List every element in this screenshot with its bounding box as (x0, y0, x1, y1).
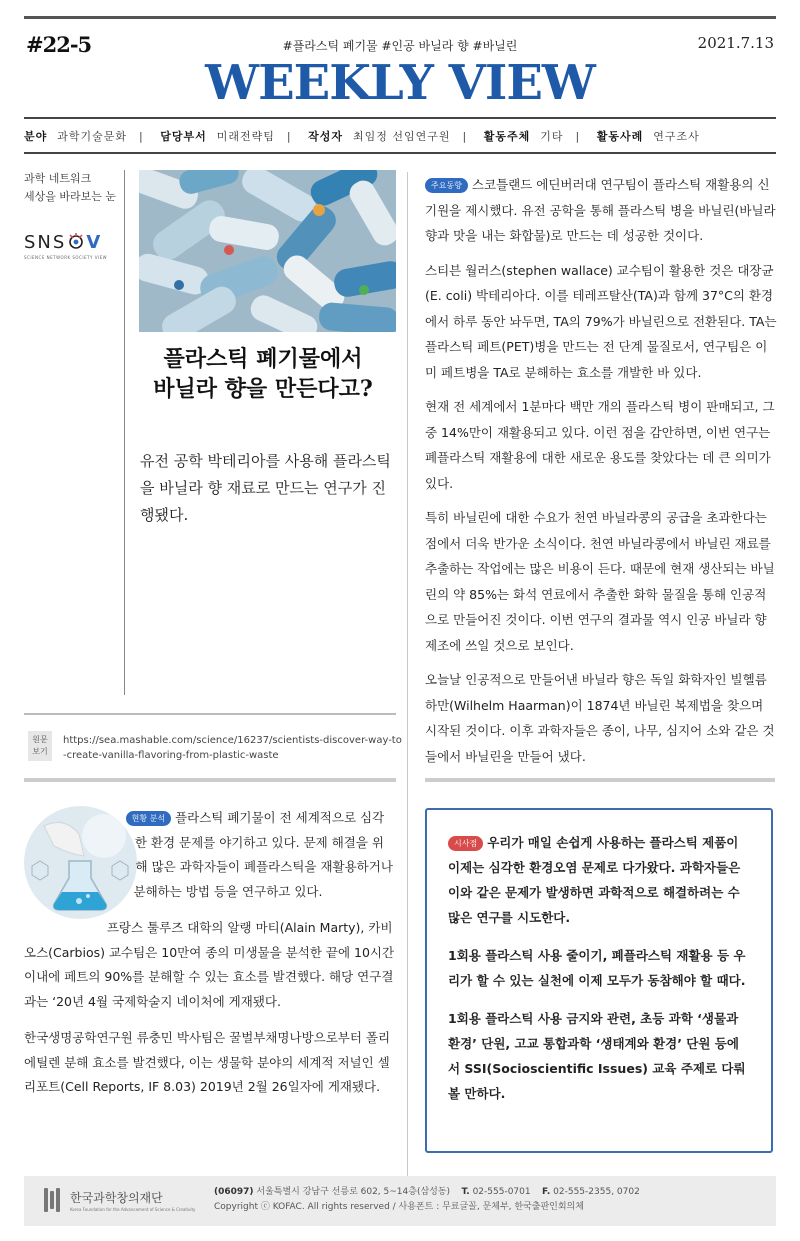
footer (24, 1176, 776, 1226)
meta-divider-top (24, 117, 776, 119)
meta-divider-bottom (24, 152, 776, 154)
article-paragraph-1: 주요동향 스코틀랜드 에딘버러대 연구팀이 플라스틱 재활용의 신기원을 제시했다. 유전 공학을 통해 플라스틱 병을 바닐린(바닐라 향과 맛을 내는 화합물)로 만드는 데 성공한 것이다. (425, 177, 776, 243)
column-divider (407, 172, 408, 1180)
source-link[interactable]: https://sea.mashable.com/science/16237/scientists-discover-way-to-create-vanilla-flavoring-from-plastic-waste (63, 735, 402, 761)
left-column-divider (124, 170, 125, 695)
activity-label: 활동주체 (483, 130, 531, 143)
implication-paragraph-3: 1회용 플라스틱 사용 금지와 관련, 초등 과학 ‘생물과 환경’ 단원, 고교 통합과학 ‘생태계와 환경’ 단원 등에서 SSI(Socioscientific Issues) 교육 주제로 다뤄볼 만하다. (448, 1011, 746, 1101)
analysis-section (24, 806, 396, 1112)
sns-logo (24, 232, 114, 274)
tagline-line-2: 세상을 바라보는 눈 (24, 190, 117, 203)
analysis-paragraph-3: 한국생명공학연구원 류충민 박사팀은 꿀벌부채명나방으로부터 폴리에틸렌 분해 효소를 발견했다, 이는 생물학 분야의 세계적 저널인 셀 리포트(Cell Reports, IF 8.03) 2019년 2월 26일자에 게재됐다. (24, 1030, 391, 1094)
article-headline (128, 344, 398, 404)
implication-paragraph-1: 시사점 우리가 매일 손쉽게 사용하는 플라스틱 제품이 이제는 심각한 환경오염 문제로 다가왔다. 과학자들은 이와 같은 문제가 발생하면 과학적으로 해결하려는 수많은 연구를 시도한다. (448, 835, 741, 925)
implication-box (425, 808, 773, 1153)
analysis-paragraph-2: 프랑스 툴루즈 대학의 알랭 마티(Alain Marty), 카비오스(Carbios) 교수팀은 10만여 종의 미생물을 분석한 끝에 10시간 이내에 페트의 90%를 분해할 수 있는 효소를 발견했다. 해당 연구결과는 ‘20년 4월 국제학술지 네이처에 게재됐다. (24, 920, 395, 1009)
org-name: 한국과학창의재단 (70, 1190, 163, 1205)
trend-badge: 주요동향 (425, 178, 468, 193)
field-label: 분야 (24, 130, 48, 143)
tagline-line-1: 과학 네트워크 (24, 172, 92, 185)
article-subtitle: 유전 공학 박테리아를 사용해 플라스틱을 바닐라 향 재료로 만드는 연구가 진행됐다. (140, 452, 391, 524)
eye-icon (67, 232, 85, 250)
sns-logo-v: V (86, 232, 103, 253)
issue-date: 2021.7.13 (697, 34, 774, 52)
sns-logo-sub: SCIENCE NETWORK SOCIETY VIEW (24, 255, 108, 260)
org-sub: Korea Foundation for the Advancement of Science & Creativity (70, 1206, 196, 1212)
analysis-paragraph-1: 현황 분석 플라스틱 폐기물이 전 세계적으로 심각한 환경 문제를 야기하고 있다. 문제 해결을 위해 많은 과학자들이 폐플라스틱을 재활용하거나 분해하는 방법 등을 연구하고 있다. (24, 806, 396, 904)
source-badge: 원문 보기 (28, 731, 52, 761)
dept-value: 미래전략팀 (216, 130, 275, 143)
plastic-bottles-photo (139, 170, 396, 332)
field-value: 과학기술문화 (57, 130, 128, 143)
source-divider-top (24, 713, 396, 715)
footer-info (214, 1185, 640, 1215)
hashtags: #플라스틱 폐기물 #인공 바닐라 향 #바닐린 (282, 39, 518, 53)
dept-label: 담당부서 (160, 130, 207, 143)
source-divider-bottom (24, 778, 396, 782)
analysis-badge: 현황 분석 (126, 811, 171, 826)
top-rule (24, 16, 776, 19)
issue-number: #22-5 (26, 32, 92, 57)
article-paragraph-5: 오늘날 인공적으로 만들어낸 바닐라 향은 독일 화학자인 빌헬름 하만(Wilhelm Haarman)이 1874년 바닐린 복제법을 찾으며 시작된 것이다. 이후 과학자들은 종이, 나무, 심지어 소와 같은 것들에서 바닐린을 만들어 냈다. (425, 672, 775, 764)
headline-line-1: 플라스틱 폐기물에서 (163, 346, 363, 372)
article-paragraph-2: 스티븐 월러스(stephen wallace) 교수팀이 활용한 것은 대장균(E. coli) 박테리아다. 이를 테레프탈산(TA)과 함께 37°C의 환경에서 하루 동안 놔두면, TA의 79%가 바닐린으로 전환된다. TA는 플라스틱 페트(PET)병을 만드는 전 단계 물질로서, 연구팀은 이미 페트병을 TA로 분해하는 효소를 개발한 바 있다. (425, 262, 777, 380)
author-value: 최임정 선임연구원 (353, 130, 451, 143)
meta-bar: 분야 과학기술문화 | 담당부서 미래전략팀 | 작성자 최임정 선임연구원 | 활동주체 기타 | 활동사례 연구조사 (24, 130, 700, 143)
headline-line-2: 바닐라 향을 만든다고? (153, 376, 373, 402)
footer-address-line: (06097) 서울특별시 강남구 선릉로 602, 5~14층(삼성동) T. 02-555-0701 F. 02-555-2355, 0702 (214, 1187, 640, 1197)
author-label: 작성자 (308, 130, 344, 143)
article-paragraph-3: 현재 전 세계에서 1분마다 백만 개의 플라스틱 병이 판매되고, 그 중 14%만이 재활용되고 있다. 이런 점을 감안하면, 이번 연구는 폐플라스틱 재활용에 대한 새로운 용도를 찾았다는 데 큰 의미가 있다. (425, 399, 775, 491)
kofac-logo (44, 1188, 195, 1212)
activity-value: 기타 (540, 130, 564, 143)
implication-badge: 시사점 (448, 836, 483, 851)
network-tagline (24, 170, 116, 206)
case-value: 연구조사 (653, 130, 700, 143)
article-divider-bottom (425, 778, 775, 782)
kofac-logo-icon (44, 1188, 62, 1212)
implication-paragraph-2: 1회용 플라스틱 사용 줄이기, 폐플라스틱 재활용 등 우리가 할 수 있는 실천에 이제 모두가 동참해야 할 때다. (448, 948, 746, 988)
article-body (425, 172, 777, 778)
masthead-title: WEEKLY VIEW (205, 55, 595, 111)
article-paragraph-4: 특히 바닐린에 대한 수요가 천연 바닐라콩의 공급을 초과한다는 점에서 더욱 반가운 소식이다. 천연 바닐라콩에서 바닐린 재료를 추출하는 작업에는 많은 비용이 든다. 때문에 현재 생산되는 바닐린의 약 85%는 화석 연료에서 추출한 화학 물질을 통해 인공적으로 만들어진 것이다. 이번 연구의 결과물 역시 인공 바닐라 향 제조에 쓰일 것으로 보인다. (425, 510, 775, 653)
case-label: 활동사례 (596, 130, 644, 143)
footer-copyright: Copyright ⓒ KOFAC. All rights reserved / 사용폰트 : 무료글꼴, 문체부, 한국출판인회의체 (214, 1202, 584, 1212)
sns-logo-text: SNS (24, 232, 67, 253)
